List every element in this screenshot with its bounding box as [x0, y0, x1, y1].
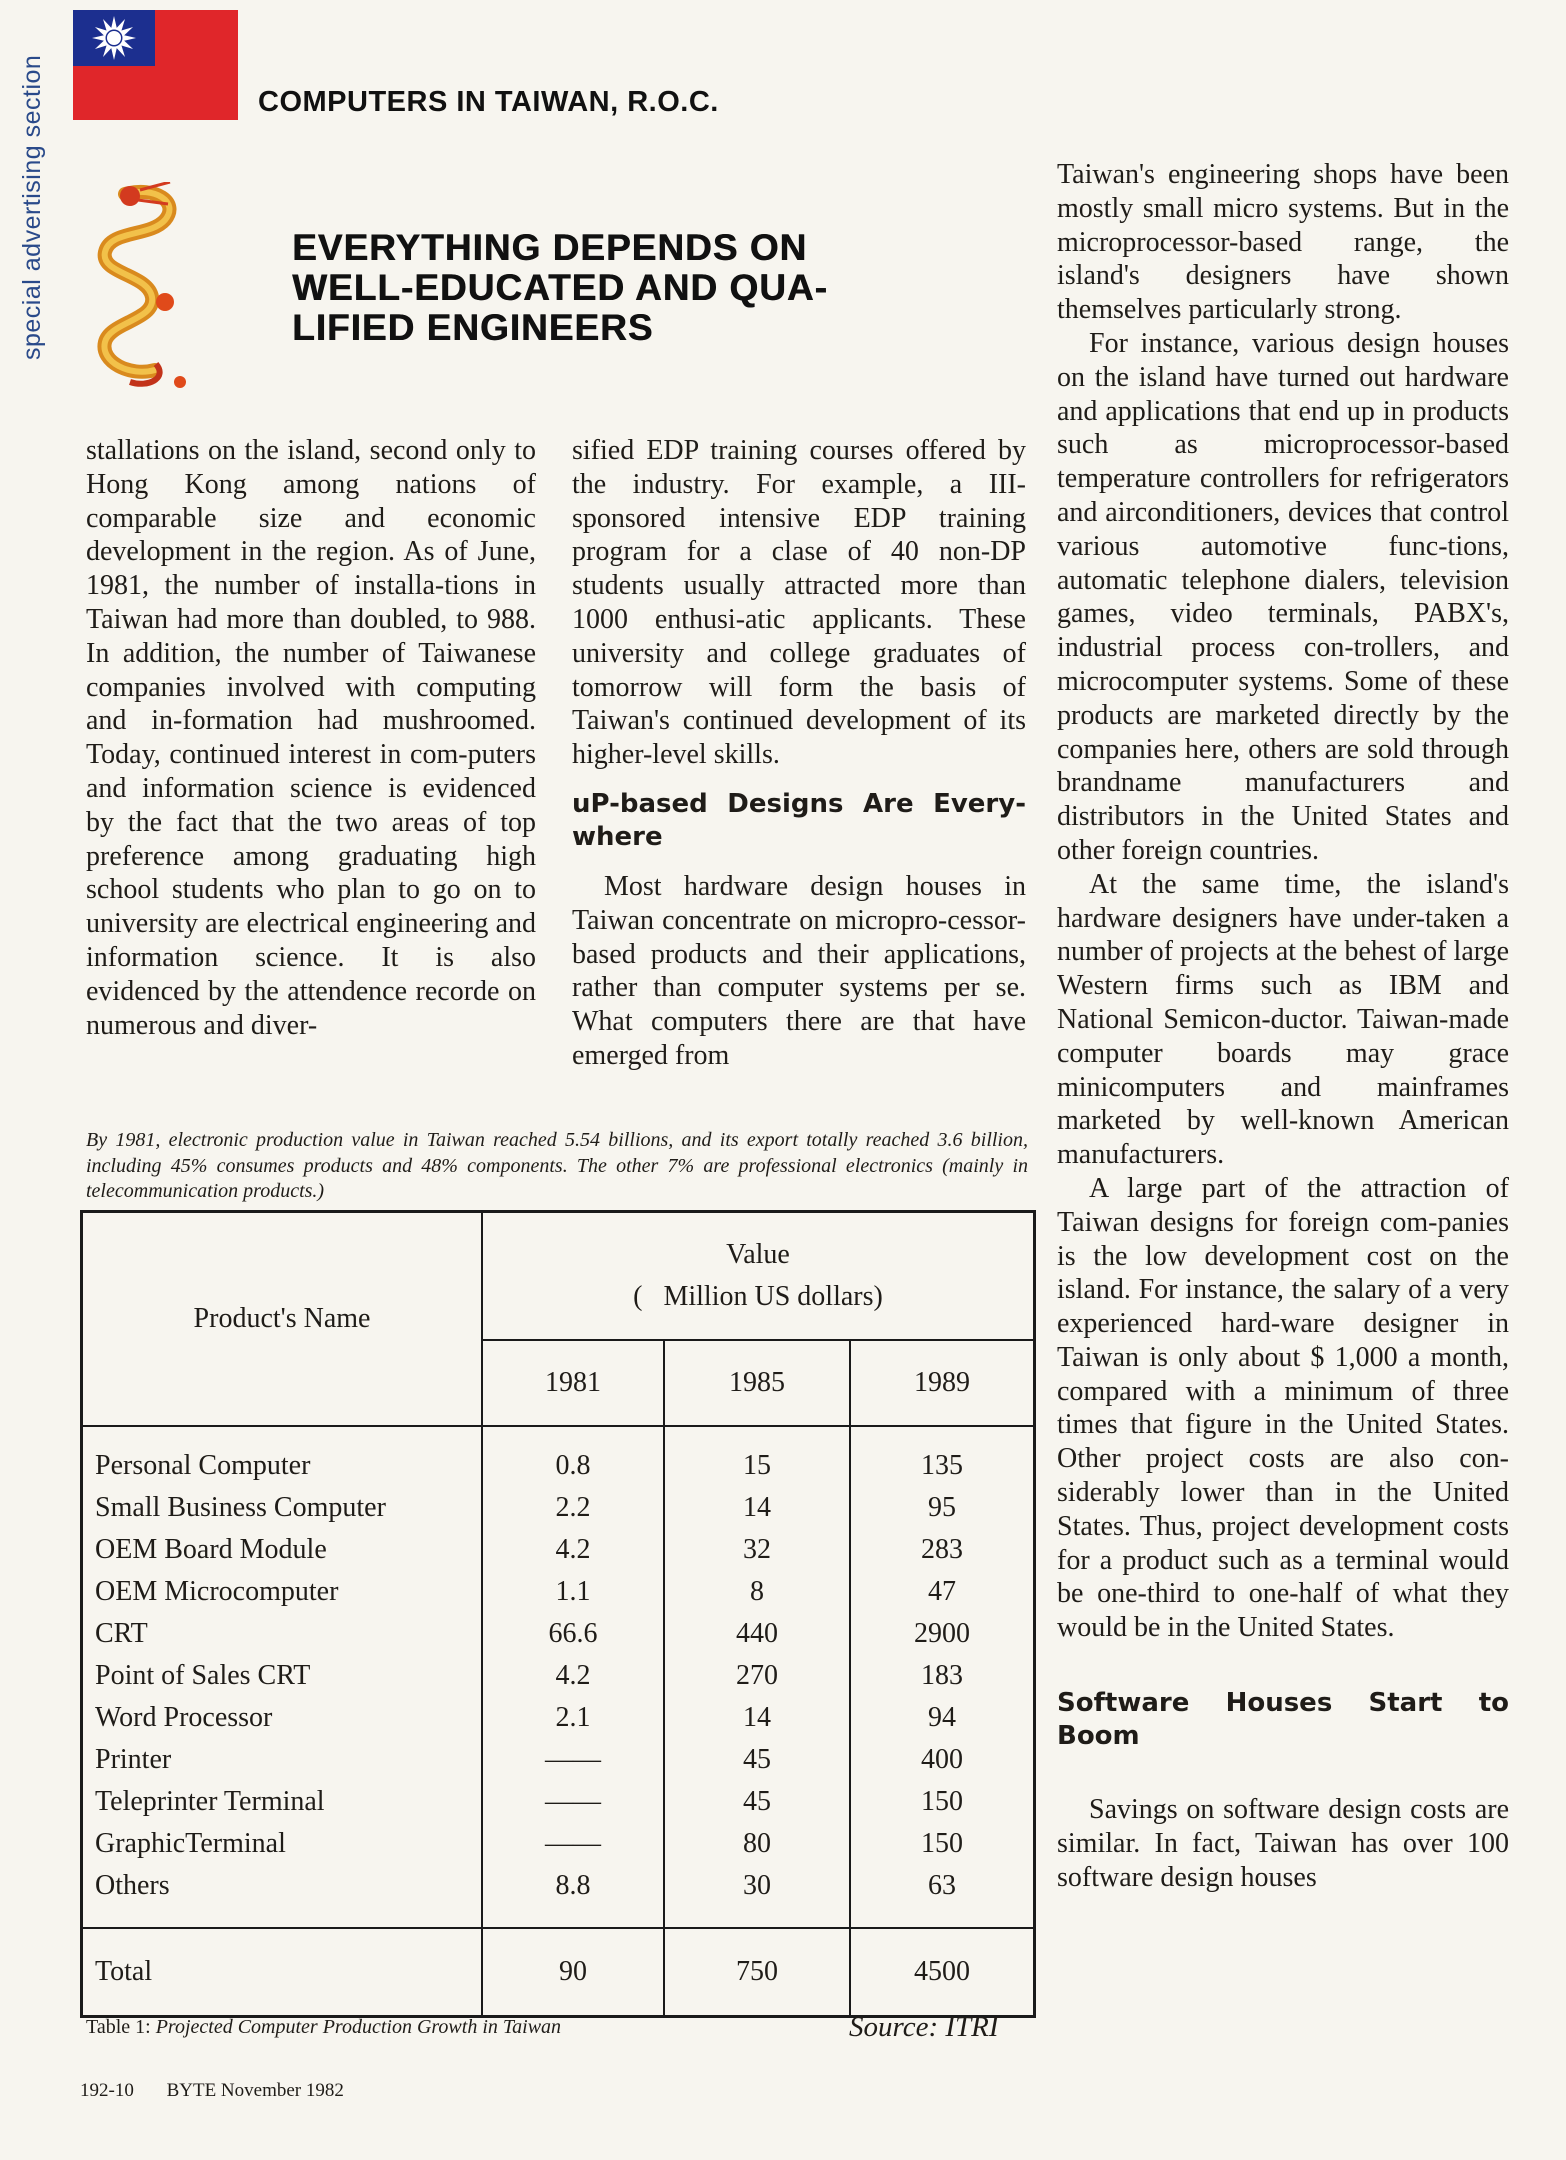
value-1989-cell: 150 [850, 1823, 1035, 1865]
col3-paragraph-1: Taiwan's engineering shops have been mostly small micro systems. But in the microprocessor-based range, the island's designers have shown themselves particularly strong. [1057, 159, 1509, 326]
col3-paragraph-4: A large part of the attraction of Taiwan designs for foreign com-panies is the low development cost on the island. For instance, the salary of a very experienced hard-ware designer in Taiwan is only about $ 1,000 a month, compared with a minimum of three times that figure in the United States. Other project costs are also con-siderably lower than in the United States. Thus, project development costs for a product such as a terminal would be one-third to one-half of what they would be in the United States. [1057, 1172, 1509, 1644]
total-1981: 90 [482, 1928, 664, 2017]
col2-subhead: uP-based Designs Are Every-where [572, 788, 1026, 852]
value-1981-cell: 4.2 [482, 1655, 664, 1697]
value-1989-cell: 135 [850, 1426, 1035, 1487]
table-row [82, 1613, 1035, 1655]
value-1985-cell: 80 [664, 1823, 850, 1865]
col1-paragraph: stallations on the island, second only to Hong Kong among nations of comparable size and economic development in the region. As of June, 1981, the number of installa-tions in Taiwan had more than doubled, to 988. In addition, the number of Taiwanese companies involved with computing and in-formation had mushroomed. Today, continued interest in com-puters and information science is evidenced by the fact that the two areas of top preference among graduating high school students who plan to go on to university are electrical engineering and information science. It is also evidenced by the attendence recorde on numerous and diver- [86, 435, 536, 1041]
value-1985-cell: 45 [664, 1739, 850, 1781]
table-row [82, 1487, 1035, 1529]
table-label [86, 2016, 561, 2039]
value-1985-cell: 32 [664, 1529, 850, 1571]
product-name-header: Product's Name [82, 1212, 483, 1427]
value-1989-cell: 47 [850, 1571, 1035, 1613]
table-label-caption: Projected Computer Production Growth in Taiwan [155, 2016, 562, 2038]
white-sun-icon [73, 10, 155, 66]
product-name-cell: OEM Board Module [82, 1529, 483, 1571]
value-1981-cell: 4.2 [482, 1529, 664, 1571]
value-1981-cell: 1.1 [482, 1571, 664, 1613]
table-row [82, 1697, 1035, 1739]
table-row [82, 1529, 1035, 1571]
value-1981-cell: —— [482, 1739, 664, 1781]
value-1989-cell: 2900 [850, 1613, 1035, 1655]
value-1985-cell: 15 [664, 1426, 850, 1487]
column-3 [1057, 158, 1509, 1894]
dragon-icon [70, 182, 190, 392]
total-label: Total [82, 1928, 483, 2017]
value-1985-cell: 440 [664, 1613, 850, 1655]
value-1981-cell: 2.1 [482, 1697, 664, 1739]
column-1 [86, 434, 536, 1042]
table-row [82, 1571, 1035, 1613]
headline-line: LIFIED ENGINEERS [292, 307, 654, 348]
section-title: COMPUTERS IN TAIWAN, R.O.C. [258, 86, 719, 118]
headline [292, 228, 952, 348]
table-row [82, 1823, 1035, 1865]
product-name-cell: OEM Microcomputer [82, 1571, 483, 1613]
side-label: special advertising section [18, 54, 46, 360]
value-header [482, 1212, 1035, 1341]
value-1981-cell: 8.8 [482, 1865, 664, 1928]
col3-subhead: Software Houses Start to Boom [1057, 1688, 1509, 1752]
table-source: Source: ITRI [849, 2011, 999, 2043]
value-1981-cell: —— [482, 1781, 664, 1823]
product-name-cell: Small Business Computer [82, 1487, 483, 1529]
col3-paragraph-5: Savings on software design costs are similar. In fact, Taiwan has over 100 software design houses [1057, 1794, 1509, 1893]
value-1981-cell: 0.8 [482, 1426, 664, 1487]
product-name-cell: CRT [82, 1613, 483, 1655]
value-1985-cell: 270 [664, 1655, 850, 1697]
table-row [82, 1739, 1035, 1781]
issue-label: BYTE November 1982 [166, 2080, 344, 2101]
value-1989-cell: 150 [850, 1781, 1035, 1823]
col2-paragraph-2: Most hardware design houses in Taiwan concentrate on micropro-cessor-based products and their applications, rather than computer systems per se. What computers there are that have emerged from [572, 870, 1026, 1071]
value-1981-cell: —— [482, 1823, 664, 1865]
table-body [82, 1426, 1035, 1928]
page-footer [80, 2080, 344, 2102]
total-1989: 4500 [850, 1928, 1035, 2017]
total-row [82, 1928, 1035, 2017]
value-1989-cell: 183 [850, 1655, 1035, 1697]
product-name-cell: Teleprinter Terminal [82, 1781, 483, 1823]
value-1989-cell: 63 [850, 1865, 1035, 1928]
value-1985-cell: 30 [664, 1865, 850, 1928]
column-2 [572, 434, 1026, 1073]
table-header-row [82, 1212, 1035, 1341]
value-1985-cell: 14 [664, 1697, 850, 1739]
value-1989-cell: 283 [850, 1529, 1035, 1571]
total-1985: 750 [664, 1928, 850, 2017]
col3-paragraph-3: At the same time, the island's hardware designers have under-taken a number of projects at the behest of large Western firms such as IBM and National Semicon-ductor. Taiwan-made computer boards may grace minicomputers and mainframes marketed by well-known American manufacturers. [1057, 868, 1509, 1171]
year-header: 1985 [664, 1340, 850, 1426]
col3-paragraph-2: For instance, various design houses on the island have turned out hardware and applications that end up in products such as microprocessor-based temperature controllers for refrigerators and airconditioners, devices that control various automotive func-tions, automatic telephone dialers, television games, video terminals, PABX's, industrial process con-trollers, and microcomputer systems. Some of these products are marketed directly by the companies here, others are sold through brandname manufacturers and distributors in the United States and other foreign countries. [1057, 327, 1509, 866]
year-header: 1989 [850, 1340, 1035, 1426]
product-name-cell: Point of Sales CRT [82, 1655, 483, 1697]
roc-flag [73, 10, 238, 120]
product-name-cell: Printer [82, 1739, 483, 1781]
value-1985-cell: 45 [664, 1781, 850, 1823]
value-1985-cell: 8 [664, 1571, 850, 1613]
headline-line: WELL-EDUCATED AND QUA- [292, 267, 828, 308]
value-1985-cell: 14 [664, 1487, 850, 1529]
product-name-cell: Others [82, 1865, 483, 1928]
headline-line: EVERYTHING DEPENDS ON [292, 227, 808, 268]
product-name-cell: Word Processor [82, 1697, 483, 1739]
value-header-line-2: ( Million US dollars) [633, 1281, 883, 1312]
production-table [80, 1210, 1036, 2018]
page-number: 192-10 [80, 2080, 134, 2101]
table-row [82, 1426, 1035, 1487]
table-row [82, 1781, 1035, 1823]
table-row [82, 1655, 1035, 1697]
value-1989-cell: 94 [850, 1697, 1035, 1739]
value-1989-cell: 400 [850, 1739, 1035, 1781]
value-1981-cell: 2.2 [482, 1487, 664, 1529]
col2-paragraph-1: sified EDP training courses offered by the industry. For example, a III-sponsored intensive EDP training program for a clase of 40 non-DP students usually attracted more than 1000 enthusi-atic applicants. These university and college graduates of tomorrow will form the basis of Taiwan's continued development of its higher-level skills. [572, 435, 1026, 771]
table-label-prefix: Table 1: [86, 2016, 151, 2038]
year-header: 1981 [482, 1340, 664, 1426]
table-caption: By 1981, electronic production value in Taiwan reached 5.54 billions, and its export totally reached 3.6 billion, including 45% consumes products and 48% components. The other 7% are professional electronics (mainly in telecommunication products.) [86, 1129, 1028, 1202]
product-name-cell: Personal Computer [82, 1426, 483, 1487]
value-1989-cell: 95 [850, 1487, 1035, 1529]
table-row [82, 1865, 1035, 1928]
value-1981-cell: 66.6 [482, 1613, 664, 1655]
value-header-line-1: Value [726, 1239, 790, 1270]
product-name-cell: GraphicTerminal [82, 1823, 483, 1865]
